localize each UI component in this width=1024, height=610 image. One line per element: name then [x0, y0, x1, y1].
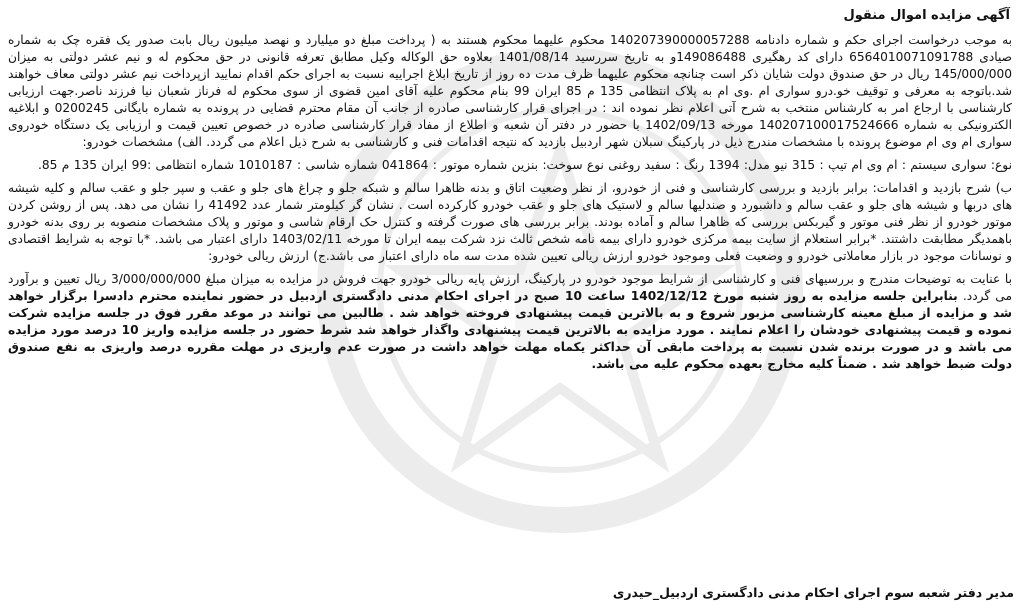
notice-title: آگهی مزایده اموال منقول: [843, 8, 1010, 23]
inspection-paragraph: ب) شرح بازدید و اقدامات: برابر بازدید و بررسی کارشناسی و فنی از خودرو، از نظر وضعیت اتاق و بدنه ظاهرا سالم و شبکه جلو و چراغ های جلو و عقب و سپر جلو و عقب سالم و کلیه شیشه های دربها و شیشه های جلو و عقب سالم و داشبورد و صندلیها سالم و لاستیک های جلو و عقب خودرو کارکرده است . نشان گر کیلومتر شمار عدد 41492 را نشان می دهد. پس از روشن کردن موتور خودرو از نظر فنی موتور و گیربکس بررسی که ظاهرا سالم و آماده بودند. برابر بررسی های صورت گرفته و کنترل حک ارقام شاسی و موتور و پلاک مشخصات منصوبه بر روی بدنه خودرو باهمدیگر مطابقت داشتند. *برابر استعلام از سایت بیمه مرکزی خودرو دارای بیمه نامه شخص ثالث نزد شرکت بیمه ایران تا مورخه 1403/02/11 دارای اعتبار می باشد. *با توجه به شرایط اقتصادی و نوسانات موجود در بازار معاملاتی خودرو و وضعیت فعلی وموجود خودرو ارزش ریالی تعیین شده مدت سه ماه دارای اعتبار می باشد.ج) ارزش ریالی خودرو:: [8, 181, 1013, 263]
vehicle-specs-paragraph: نوع: سواری سیستم : ام وی ام تیپ : 315 نیو مدل: 1394 رنگ : سفید روغنی نوع سوخت: بنزین شماره موتور : 041864 شماره شاسی : 1010187 شماره انتظامی :99 ایران 135 م 85.: [38, 158, 1012, 172]
office-manager-signature: مدیر دفتر شعبه سوم اجرای احکام مدنی دادگستری اردبیل_حیدری: [612, 585, 1014, 600]
notice-body: [8, 2, 1012, 379]
auction-terms-paragraph: [8, 271, 1012, 373]
base-price-text: با عنایت به توضیحات مندرج و بررسیهای فنی و کارشناسی از شرایط موجود خودرو در پارکینگ، ارزش پایه ریالی خودرو جهت فروش در مزایده به میزان مبلغ 3/000/000/000 ریال تعیین و برآورد می گردد.: [8, 272, 1013, 303]
auction-session-text: بنابراین جلسه مزایده به روز شنبه مورخ 1402/12/12 ساعت 10 صبح در اجرای احکام مدنی دادگستری اردبیل در حضور نماینده محترم دادسرا برگزار خواهد شد و مزایده از مبلغ معینه کارشناسی مزبور شروع و به بالاترین قیمت پیشنهادی فروخته خواهد شد . طالبین می توانند در موعد مقرر فوق در جلسه مزایده شرکت نموده و قیمت پیشنهادی خودشان را اعلام نمایند . مورد مزایده به بالاترین قیمت پیشنهادی واگذار خواهد شد شرط حضور در جلسه مزایده واریز 10 درصد مورد مزایده می باشد و در صورت برنده شدن نسبت به پرداخت مابقی آن حداکثر یکماه مهلت خواهد داشت در صورت عدم واریزی در مهلت مقرره درصد واریزی به نفع صندوق دولت ضبط خواهد شد . ضمناً کلیه مخارج بعهده محکوم علیه می باشد.: [8, 289, 1012, 371]
execution-intro-paragraph: به موجب درخواست اجرای حکم و شماره دادنامه 140207390000057288 محکوم علیهما محکوم هستند به ( پرداخت مبلغ دو میلیارد و نهصد میلیون ریال بابت صدور یک فقره چک به شماره صیادی 6564010071091788 دارای کد رهگیری 149086488و به تاریخ سررسید 1401/08/14 بعلاوه حق الوکاله وکیل مطابق تعرفه قانونی در حق محکوم له و نیم عشر دولتی به میزان 145/000/000 ریال در حق صندوق دولت شایان ذکر است چنانچه محکوم علیهما ظرف مدت ده روز از تاریخ ابلاغ اجراییه نسبت به اجرای حکم اقدام نمایید ازپرداخت نیم عشر دولتی معاف خواهند شد.باتوجه به معرفی و توقیف خو.درو سواری ام .وی ام به پلاک انتظامی 135 م 85 ایران 99 بنام محکوم علیه آقای امین قضوی از سوی محکوم له فرناز شعبان نیا فرزند ناصر.جهت ارزیابی کارشناسی با ارجاع امر به کارشناس منتخب به شرح آتی اعلام نظر نموده اند : در اجرای قرار کارشناسی صادره از جانب آن مقام محترم قضایی در پرونده به شماره بایگانی 0200245 و ابلاغیه الکترونیکی به شماره 140207100017524666 مورخه 1402/09/13 با حضور در دفتر آن شعبه و اطلاع از مفاد قرار کارشناسی صادره در خصوص تعیین قیمت و ارزیابی یک دستگاه خودروی سواری ام وی ام موضوع پرونده با مشخصات مندرج ذیل در پارکینگ سبلان شهر اردبیل بازدید که نتیجه اقدامات فنی و کارشناسی به شرح ذیل اعلام می گردد. الف) مشخصات خودرو:: [8, 33, 1013, 149]
